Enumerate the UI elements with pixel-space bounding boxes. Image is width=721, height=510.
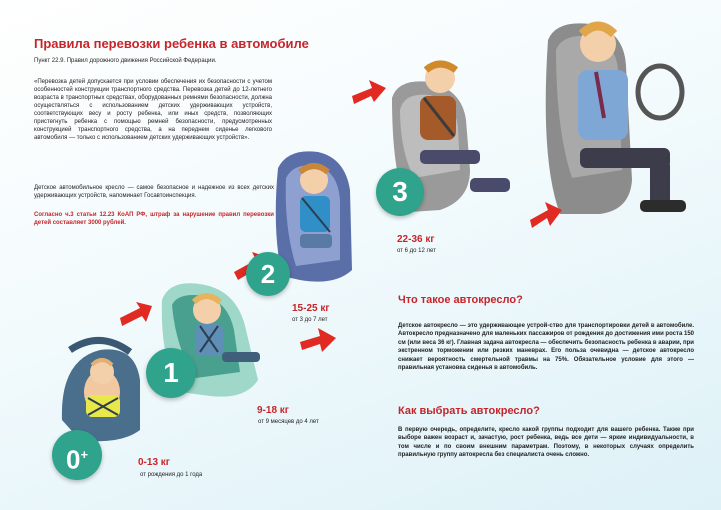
how-to-choose-text: В первую очередь, определите, кресло какой группы подходит для вашего ребенка. Также при выборе важен возраст и, зачастую, рост ребенка, ведь все дети — яркие индивидуальности, в том числе и по своим внешним параметрам. Поэтому, в некоторых случаях определить правильную группу автокресла без специалиста очень сложно. — [398, 427, 694, 459]
what-is-seat-text: Детское автокресло — это удерживающее устрой-ство для транспортировки детей в автомобиле. Автокресло предназначено для маленьких пассажиров от рождения до достижения ими роста 150 см (или веса 36 кг). Главная задача автокресла — обеспечить безопасность ребенка в аварии, при экстренном торможении или резких маневрах. Его польза очевидна — детское автокресло снижает вероятность смертельной травмы на 75%. Обязательное условие для этого — правильная установка сиденья в автомобиль. — [398, 323, 694, 372]
group-badge-2: 2 — [246, 252, 290, 296]
page-title: Правила перевозки ребенка в автомобиле — [34, 36, 309, 51]
arrow-right-icon — [120, 302, 152, 326]
group-age: от 9 месяцев до 4 лет — [258, 419, 319, 425]
arrow-right-icon — [300, 328, 336, 352]
arrow-right-icon — [530, 202, 562, 228]
group-weight: 9-18 кг — [257, 405, 289, 416]
safest-device-text: Детское автомобильное кресло — самое безопасное и надежное из всех детских удерживающих устройств, напоминает Госавтоинспекция. — [34, 185, 274, 199]
rule-quote: «Перевозка детей допускается при условии обеспечения их безопасности с учетом особенностей конструкции транспортного средства. Перевозка детей до 12-летнего возраста в транспортных средствах, оборудованных ремнями безопасности, должна осуществляться с использованием детских удерживающих устройств, соответствующих весу и росту ребенка, или иных средств, позволяющих пристегнуть ребенка с помощью ремней безопасности, предусмотренных конструкцией транспортного средства, а на переднем сиденье легкового автомобиля — только с использованием детских удерживающих устройств». — [34, 79, 272, 141]
infant-carrier-icon — [62, 340, 140, 441]
group-age: от рождения до 1 года — [140, 472, 203, 478]
rule-reference: Пункт 22.9. Правил дорожного движения Российской Федерации. — [34, 58, 217, 64]
adult-driver-icon — [546, 23, 686, 214]
group-badge-0: 0+ — [52, 430, 102, 480]
group-weight: 0-13 кг — [138, 457, 170, 468]
how-to-choose-heading: Как выбрать автокресло? — [398, 405, 540, 417]
fine-text: Согласно ч.3 статьи 12.23 КоАП РФ, штраф за нарушение правил перевозки детей составляет 3000 рублей. — [34, 212, 274, 226]
group-badge-3: 3 — [376, 168, 424, 216]
group-badge-1: 1 — [146, 348, 196, 398]
group-weight: 15-25 кг — [292, 303, 330, 314]
group-age: от 3 до 7 лет — [292, 317, 328, 323]
arrow-right-icon — [352, 80, 386, 104]
group-age: от 6 до 12 лет — [397, 248, 436, 254]
booster-seat-icon — [276, 151, 352, 281]
what-is-seat-heading: Что такое автокресло? — [398, 294, 523, 306]
group-weight: 22-36 кг — [397, 234, 435, 245]
